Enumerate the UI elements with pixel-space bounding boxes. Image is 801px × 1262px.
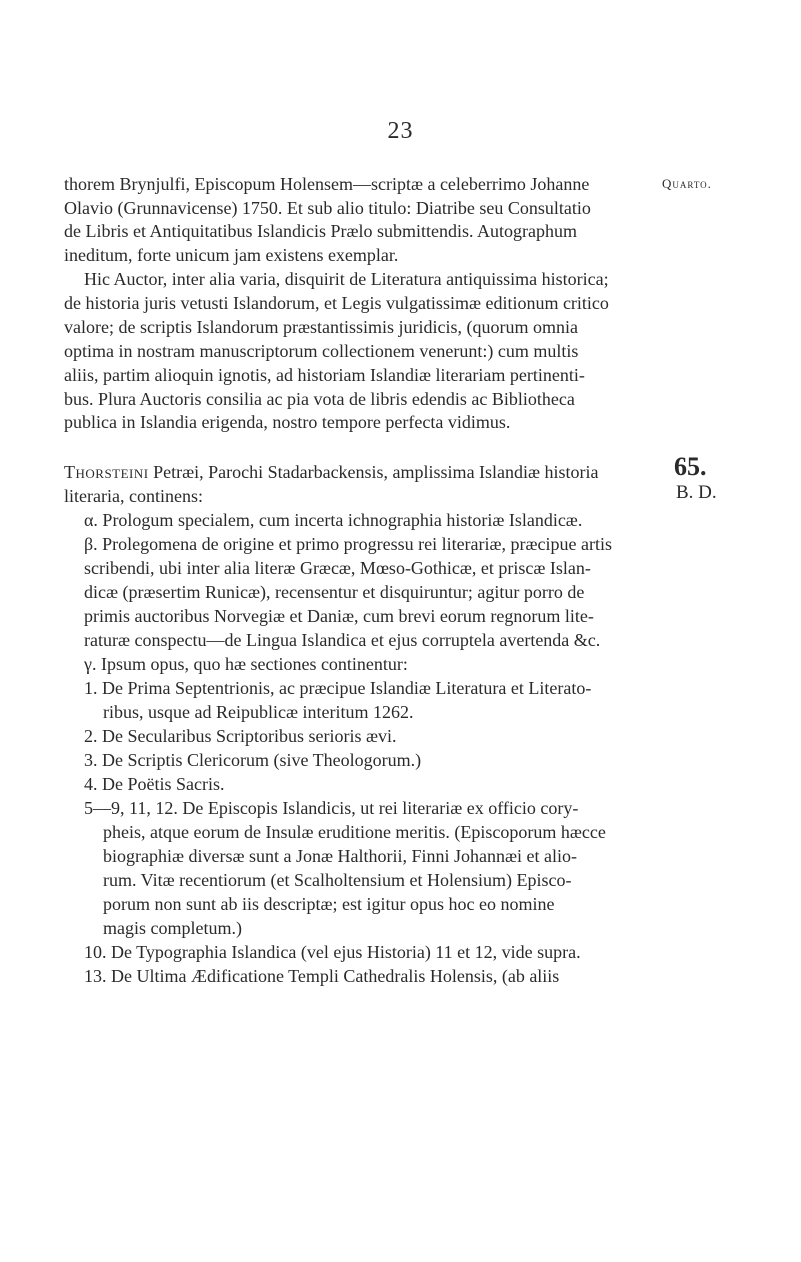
text-line: raturæ conspectu—de Lingua Islandica et ejus corruptela avertenda &c. xyxy=(84,630,601,650)
text-line: publica in Islandia erigenda, nostro tempore perfecta vidimus. xyxy=(64,412,511,432)
text-line: de Libris et Antiquitatibus Islandicis Prælo submittendis. Autographum xyxy=(64,221,577,241)
margin-format: B. D. xyxy=(676,482,717,503)
text-line: de historia juris vetusti Islandorum, et Legis vulgatissimæ editionum critico xyxy=(64,293,609,313)
text-line: 5—9, 11, 12. De Episcopis Islandicis, ut rei literariæ ex officio cory- xyxy=(84,798,579,818)
text-line: γ. Ipsum opus, quo hæ sectiones continentur: xyxy=(84,654,408,674)
text-line: scribendi, ubi inter alia literæ Græcæ, Mœso-Gothicæ, et priscæ Islan- xyxy=(84,558,591,578)
text-line: 2. De Secularibus Scriptoribus serioris ævi. xyxy=(84,726,397,746)
text-line: 13. De Ultima Ædificatione Templi Cathedralis Holensis, (ab aliis xyxy=(84,966,560,986)
text-line: biographiæ diversæ sunt a Jonæ Halthorii, Finni Johannæi et alio- xyxy=(103,846,577,866)
author-name: Thorsteini xyxy=(64,462,149,482)
margin-note-quarto: Quarto. xyxy=(662,176,712,191)
text-line: optima in nostram manuscriptorum collectionem venerunt:) cum multis xyxy=(64,341,579,361)
text-line: porum non sunt ab iis descriptæ; est igitur opus hoc eo nomine xyxy=(103,894,555,914)
text-line: 4. De Poëtis Sacris. xyxy=(84,774,225,794)
page-number: 23 xyxy=(387,118,414,144)
text-line: rum. Vitæ recentiorum (et Scalholtensium et Holensium) Episco- xyxy=(103,870,572,890)
text-line: dicæ (præsertim Runicæ), recensentur et disquiruntur; agitur porro de xyxy=(84,582,585,602)
entry-title: Petræi, Parochi Stadarbackensis, amplissima Islandiæ historia xyxy=(148,462,599,482)
text-line: valore; de scriptis Islandorum præstantissimis juridicis, (quorum omnia xyxy=(64,317,578,337)
text-line: α. Prologum specialem, cum incerta ichnographia historiæ Islandicæ. xyxy=(84,510,583,530)
text-line: 10. De Typographia Islandica (vel ejus Historia) 11 et 12, vide supra. xyxy=(84,942,581,962)
margin-entry-number: 65. xyxy=(674,452,707,481)
text-line: magis completum.) xyxy=(103,918,242,938)
text-line: ribus, usque ad Reipublicæ interitum 1262. xyxy=(103,702,414,722)
text-line: 3. De Scriptis Clericorum (sive Theologorum.) xyxy=(84,750,422,770)
text-line: bus. Plura Auctoris consilia ac pia vota de libris edendis ac Bibliotheca xyxy=(64,389,575,409)
text-line xyxy=(64,460,599,484)
text-line: Hic Auctor, inter alia varia, disquirit de Literatura antiquissima historica; xyxy=(84,269,609,289)
text-line: 1. De Prima Septentrionis, ac præcipue Islandiæ Literatura et Literato- xyxy=(84,678,592,698)
text-line: aliis, partim alioquin ignotis, ad historiam Islandiæ literariam pertinenti- xyxy=(64,365,585,385)
text-line: β. Prolegomena de origine et primo progressu rei literariæ, præcipue artis xyxy=(84,534,613,554)
text-line: ineditum, forte unicum jam existens exemplar. xyxy=(64,245,399,265)
text-line: primis auctoribus Norvegiæ et Daniæ, cum brevi eorum regnorum lite- xyxy=(84,606,594,626)
text-line: pheis, atque eorum de Insulæ eruditione meritis. (Episcoporum hæcce xyxy=(103,822,606,842)
text-line: Olavio (Grunnavicense) 1750. Et sub alio titulo: Diatribe seu Consultatio xyxy=(64,198,591,218)
text-line: literaria, continens: xyxy=(64,486,203,506)
text-line: thorem Brynjulfi, Episcopum Holensem—scriptæ a celeberrimo Johanne xyxy=(64,174,590,194)
